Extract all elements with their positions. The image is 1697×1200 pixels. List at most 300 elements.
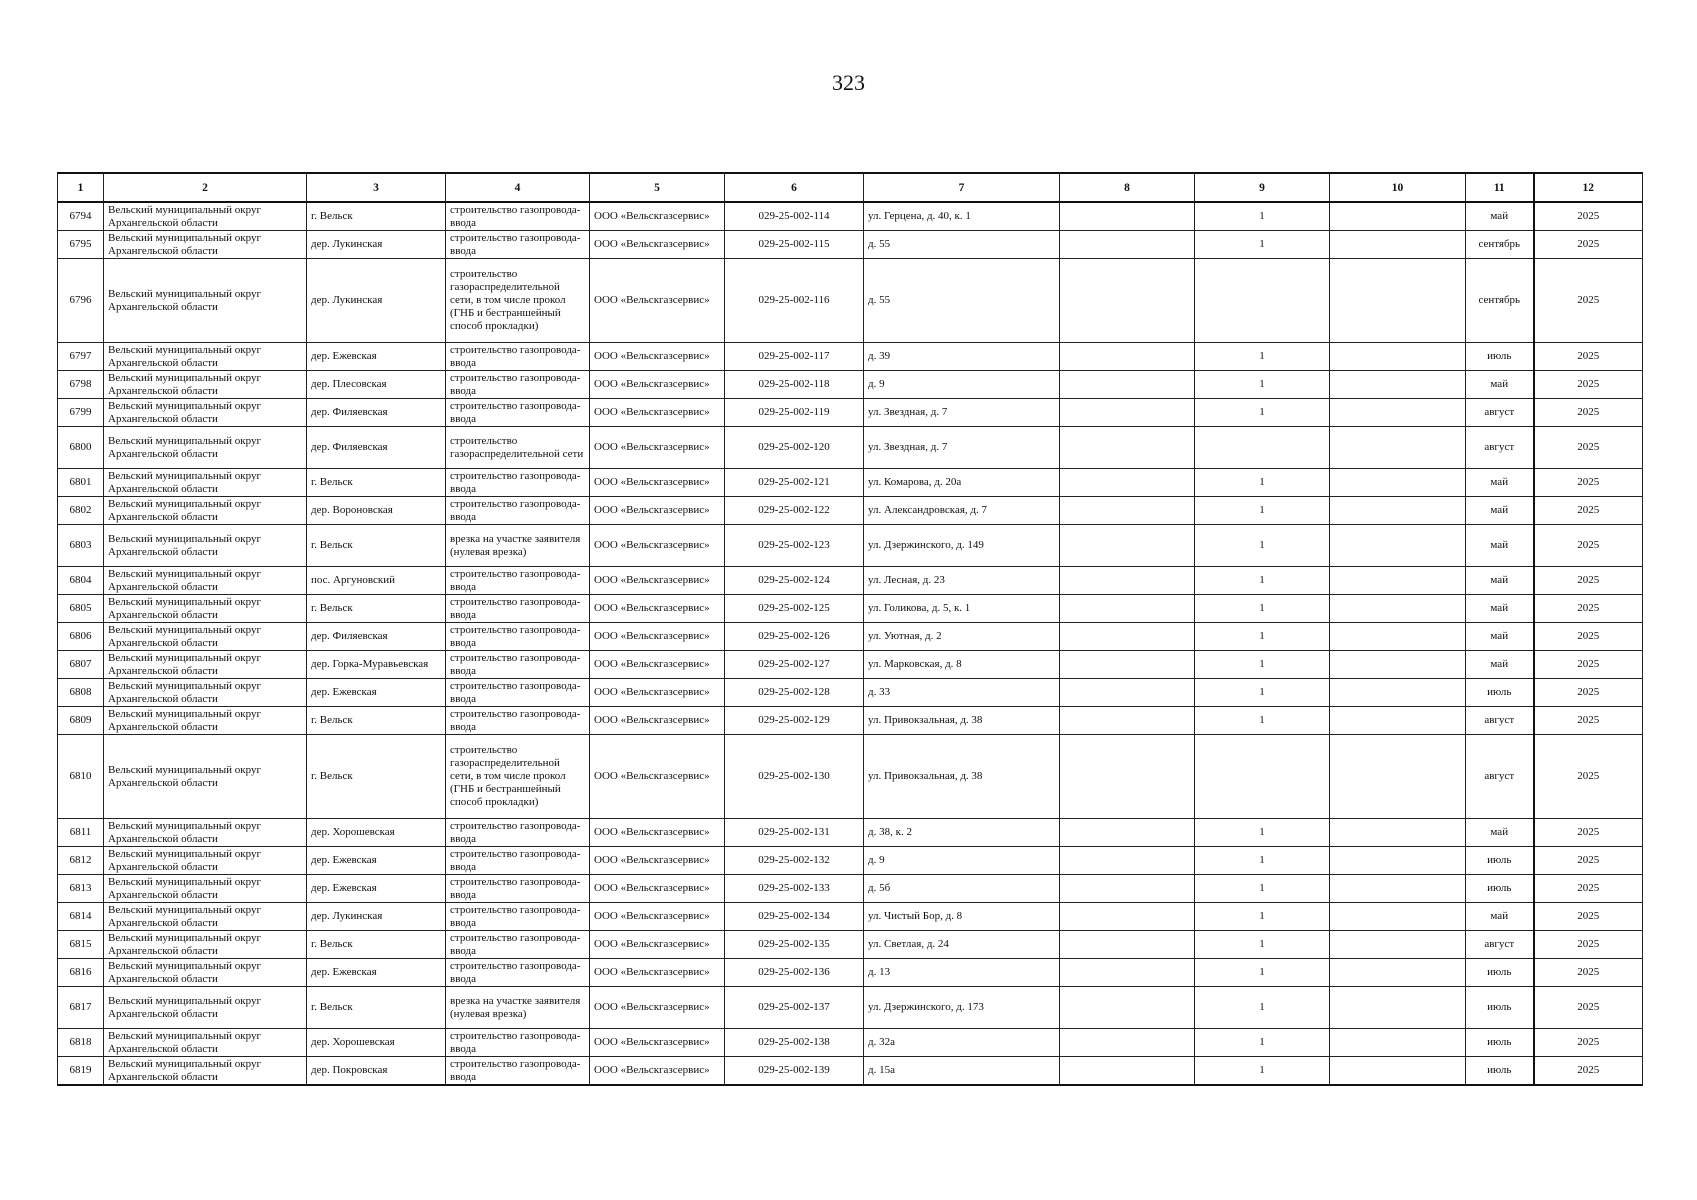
cell-district: Вельский муниципальный округ Архангельской области [104, 959, 307, 987]
cell-organization: ООО «Вельскгазсервис» [590, 875, 725, 903]
table-row [58, 371, 1643, 399]
cell-work-type: врезка на участке заявителя (нулевая врезка) [446, 987, 590, 1029]
cell-organization: ООО «Вельскгазсервис» [590, 595, 725, 623]
cell-col-10 [1330, 202, 1466, 231]
cell-year: 2025 [1534, 679, 1643, 707]
cell-settlement: дер. Плесовская [307, 371, 446, 399]
cell-year: 2025 [1534, 497, 1643, 525]
cell-col-10 [1330, 735, 1466, 819]
table-row [58, 679, 1643, 707]
cell-col-10 [1330, 399, 1466, 427]
cell-settlement: дер. Горка-Муравьевская [307, 651, 446, 679]
cell-col-8 [1060, 1029, 1195, 1057]
header-row [58, 173, 1643, 202]
cell-address: ул. Марковская, д. 8 [864, 651, 1060, 679]
cell-organization: ООО «Вельскгазсервис» [590, 371, 725, 399]
cell-col-9: 1 [1195, 525, 1330, 567]
col-header-11: 11 [1466, 173, 1534, 202]
cell-col-9: 1 [1195, 399, 1330, 427]
cell-col-9: 1 [1195, 819, 1330, 847]
cell-number: 6800 [58, 427, 104, 469]
table-row [58, 959, 1643, 987]
cell-col-8 [1060, 651, 1195, 679]
cell-address: д. 55 [864, 259, 1060, 343]
table-row [58, 735, 1643, 819]
cell-code: 029-25-002-115 [725, 231, 864, 259]
col-header-4: 4 [446, 173, 590, 202]
cell-year: 2025 [1534, 847, 1643, 875]
cell-code: 029-25-002-132 [725, 847, 864, 875]
cell-month: сентябрь [1466, 259, 1534, 343]
cell-year: 2025 [1534, 819, 1643, 847]
cell-number: 6802 [58, 497, 104, 525]
cell-organization: ООО «Вельскгазсервис» [590, 1057, 725, 1086]
cell-code: 029-25-002-136 [725, 959, 864, 987]
cell-work-type: строительство газопровода-ввода [446, 707, 590, 735]
cell-month: май [1466, 497, 1534, 525]
cell-number: 6813 [58, 875, 104, 903]
table-row [58, 1029, 1643, 1057]
table-row [58, 707, 1643, 735]
col-header-10: 10 [1330, 173, 1466, 202]
cell-work-type: строительство газопровода-ввода [446, 1029, 590, 1057]
cell-col-9: 1 [1195, 903, 1330, 931]
cell-code: 029-25-002-131 [725, 819, 864, 847]
cell-work-type: строительство газопровода-ввода [446, 931, 590, 959]
cell-settlement: дер. Покровская [307, 1057, 446, 1086]
table-row [58, 202, 1643, 231]
cell-year: 2025 [1534, 959, 1643, 987]
cell-month: июль [1466, 1057, 1534, 1086]
cell-col-9: 1 [1195, 371, 1330, 399]
cell-col-10 [1330, 679, 1466, 707]
cell-year: 2025 [1534, 343, 1643, 371]
cell-work-type: строительство газопровода-ввода [446, 651, 590, 679]
cell-month: август [1466, 931, 1534, 959]
cell-address: д. 9 [864, 371, 1060, 399]
cell-year: 2025 [1534, 427, 1643, 469]
cell-settlement: дер. Лукинская [307, 231, 446, 259]
cell-work-type: строительство газораспределительной сети [446, 427, 590, 469]
cell-settlement: г. Вельск [307, 707, 446, 735]
cell-month: август [1466, 399, 1534, 427]
cell-col-9: 1 [1195, 707, 1330, 735]
cell-organization: ООО «Вельскгазсервис» [590, 427, 725, 469]
cell-number: 6817 [58, 987, 104, 1029]
cell-address: ул. Герцена, д. 40, к. 1 [864, 202, 1060, 231]
cell-number: 6812 [58, 847, 104, 875]
cell-month: июль [1466, 875, 1534, 903]
cell-district: Вельский муниципальный округ Архангельской области [104, 875, 307, 903]
cell-organization: ООО «Вельскгазсервис» [590, 1029, 725, 1057]
cell-col-8 [1060, 819, 1195, 847]
cell-organization: ООО «Вельскгазсервис» [590, 497, 725, 525]
cell-work-type: строительство газопровода-ввода [446, 202, 590, 231]
cell-organization: ООО «Вельскгазсервис» [590, 567, 725, 595]
cell-col-9: 1 [1195, 679, 1330, 707]
cell-address: ул. Привокзальная, д. 38 [864, 707, 1060, 735]
cell-work-type: строительство газопровода-ввода [446, 567, 590, 595]
cell-year: 2025 [1534, 1057, 1643, 1086]
cell-address: ул. Уютная, д. 2 [864, 623, 1060, 651]
cell-month: май [1466, 651, 1534, 679]
cell-col-9: 1 [1195, 875, 1330, 903]
cell-year: 2025 [1534, 231, 1643, 259]
cell-number: 6796 [58, 259, 104, 343]
cell-col-10 [1330, 1029, 1466, 1057]
cell-code: 029-25-002-137 [725, 987, 864, 1029]
cell-work-type: строительство газопровода-ввода [446, 371, 590, 399]
cell-district: Вельский муниципальный округ Архангельской области [104, 343, 307, 371]
cell-code: 029-25-002-122 [725, 497, 864, 525]
col-header-7: 7 [864, 173, 1060, 202]
cell-code: 029-25-002-135 [725, 931, 864, 959]
cell-year: 2025 [1534, 707, 1643, 735]
cell-district: Вельский муниципальный округ Архангельской области [104, 847, 307, 875]
cell-settlement: г. Вельск [307, 202, 446, 231]
cell-year: 2025 [1534, 903, 1643, 931]
cell-district: Вельский муниципальный округ Архангельской области [104, 903, 307, 931]
cell-col-8 [1060, 735, 1195, 819]
cell-code: 029-25-002-125 [725, 595, 864, 623]
cell-work-type: строительство газопровода-ввода [446, 231, 590, 259]
cell-col-8 [1060, 875, 1195, 903]
cell-address: д. 39 [864, 343, 1060, 371]
cell-month: май [1466, 525, 1534, 567]
cell-month: август [1466, 735, 1534, 819]
cell-col-10 [1330, 595, 1466, 623]
cell-code: 029-25-002-121 [725, 469, 864, 497]
cell-organization: ООО «Вельскгазсервис» [590, 623, 725, 651]
cell-month: май [1466, 903, 1534, 931]
cell-col-10 [1330, 847, 1466, 875]
cell-month: июль [1466, 1029, 1534, 1057]
table-row [58, 231, 1643, 259]
cell-number: 6806 [58, 623, 104, 651]
cell-col-10 [1330, 707, 1466, 735]
cell-address: ул. Александровская, д. 7 [864, 497, 1060, 525]
cell-col-8 [1060, 343, 1195, 371]
cell-number: 6818 [58, 1029, 104, 1057]
cell-settlement: дер. Хорошевская [307, 819, 446, 847]
cell-year: 2025 [1534, 623, 1643, 651]
cell-year: 2025 [1534, 371, 1643, 399]
cell-organization: ООО «Вельскгазсервис» [590, 231, 725, 259]
table-row [58, 651, 1643, 679]
cell-col-10 [1330, 903, 1466, 931]
cell-year: 2025 [1534, 595, 1643, 623]
cell-code: 029-25-002-139 [725, 1057, 864, 1086]
cell-col-9: 1 [1195, 987, 1330, 1029]
cell-address: д. 32а [864, 1029, 1060, 1057]
cell-organization: ООО «Вельскгазсервис» [590, 847, 725, 875]
table-row [58, 903, 1643, 931]
table-row [58, 525, 1643, 567]
cell-col-10 [1330, 497, 1466, 525]
registry-table [57, 172, 1643, 1086]
cell-col-9: 1 [1195, 623, 1330, 651]
cell-settlement: дер. Филяевская [307, 399, 446, 427]
cell-year: 2025 [1534, 735, 1643, 819]
cell-address: д. 13 [864, 959, 1060, 987]
cell-code: 029-25-002-117 [725, 343, 864, 371]
cell-settlement: дер. Ежевская [307, 343, 446, 371]
cell-work-type: строительство газопровода-ввода [446, 679, 590, 707]
cell-code: 029-25-002-138 [725, 1029, 864, 1057]
cell-address: ул. Привокзальная, д. 38 [864, 735, 1060, 819]
cell-col-9: 1 [1195, 595, 1330, 623]
cell-work-type: строительство газопровода-ввода [446, 819, 590, 847]
cell-year: 2025 [1534, 399, 1643, 427]
cell-col-10 [1330, 819, 1466, 847]
cell-col-10 [1330, 427, 1466, 469]
cell-address: ул. Звездная, д. 7 [864, 427, 1060, 469]
cell-month: август [1466, 707, 1534, 735]
cell-settlement: дер. Филяевская [307, 623, 446, 651]
table-row [58, 427, 1643, 469]
table-row [58, 469, 1643, 497]
cell-work-type: строительство газопровода-ввода [446, 469, 590, 497]
cell-number: 6809 [58, 707, 104, 735]
cell-col-9: 1 [1195, 231, 1330, 259]
cell-col-8 [1060, 903, 1195, 931]
cell-col-8 [1060, 707, 1195, 735]
col-header-5: 5 [590, 173, 725, 202]
cell-settlement: г. Вельск [307, 469, 446, 497]
cell-code: 029-25-002-120 [725, 427, 864, 469]
cell-organization: ООО «Вельскгазсервис» [590, 399, 725, 427]
cell-col-8 [1060, 497, 1195, 525]
cell-month: июль [1466, 343, 1534, 371]
cell-settlement: дер. Филяевская [307, 427, 446, 469]
cell-col-9: 1 [1195, 1057, 1330, 1086]
cell-settlement: дер. Ежевская [307, 875, 446, 903]
cell-number: 6807 [58, 651, 104, 679]
cell-organization: ООО «Вельскгазсервис» [590, 651, 725, 679]
cell-settlement: дер. Хорошевская [307, 1029, 446, 1057]
table-row [58, 343, 1643, 371]
cell-col-9: 1 [1195, 497, 1330, 525]
cell-work-type: строительство газопровода-ввода [446, 903, 590, 931]
cell-year: 2025 [1534, 931, 1643, 959]
cell-organization: ООО «Вельскгазсервис» [590, 931, 725, 959]
table-row [58, 399, 1643, 427]
cell-code: 029-25-002-126 [725, 623, 864, 651]
cell-work-type: строительство газопровода-ввода [446, 959, 590, 987]
cell-col-8 [1060, 469, 1195, 497]
cell-col-10 [1330, 343, 1466, 371]
cell-number: 6794 [58, 202, 104, 231]
cell-col-10 [1330, 1057, 1466, 1086]
cell-col-10 [1330, 651, 1466, 679]
cell-district: Вельский муниципальный округ Архангельской области [104, 427, 307, 469]
cell-address: ул. Комарова, д. 20а [864, 469, 1060, 497]
cell-address: ул. Дзержинского, д. 149 [864, 525, 1060, 567]
cell-work-type: строительство газопровода-ввода [446, 595, 590, 623]
cell-number: 6814 [58, 903, 104, 931]
cell-col-8 [1060, 259, 1195, 343]
cell-address: д. 5б [864, 875, 1060, 903]
col-header-9: 9 [1195, 173, 1330, 202]
cell-number: 6810 [58, 735, 104, 819]
table-row [58, 497, 1643, 525]
table-row [58, 987, 1643, 1029]
col-header-3: 3 [307, 173, 446, 202]
cell-month: май [1466, 202, 1534, 231]
cell-col-8 [1060, 231, 1195, 259]
cell-organization: ООО «Вельскгазсервис» [590, 987, 725, 1029]
cell-month: июль [1466, 959, 1534, 987]
cell-col-9: 1 [1195, 959, 1330, 987]
table-row [58, 623, 1643, 651]
cell-col-10 [1330, 623, 1466, 651]
cell-col-8 [1060, 959, 1195, 987]
cell-settlement: дер. Лукинская [307, 903, 446, 931]
table-row [58, 1057, 1643, 1086]
cell-district: Вельский муниципальный округ Архангельской области [104, 931, 307, 959]
cell-col-9: 1 [1195, 469, 1330, 497]
cell-district: Вельский муниципальный округ Архангельской области [104, 371, 307, 399]
cell-district: Вельский муниципальный округ Архангельской области [104, 525, 307, 567]
table-row [58, 595, 1643, 623]
cell-organization: ООО «Вельскгазсервис» [590, 819, 725, 847]
cell-organization: ООО «Вельскгазсервис» [590, 469, 725, 497]
cell-work-type: строительство газопровода-ввода [446, 399, 590, 427]
cell-settlement: пос. Аргуновский [307, 567, 446, 595]
cell-work-type: строительство газопровода-ввода [446, 623, 590, 651]
page-number: 323 [832, 70, 865, 95]
cell-organization: ООО «Вельскгазсервис» [590, 202, 725, 231]
cell-year: 2025 [1534, 567, 1643, 595]
cell-code: 029-25-002-124 [725, 567, 864, 595]
cell-district: Вельский муниципальный округ Архангельской области [104, 497, 307, 525]
cell-number: 6798 [58, 371, 104, 399]
cell-month: сентябрь [1466, 231, 1534, 259]
cell-col-9: 1 [1195, 1029, 1330, 1057]
cell-year: 2025 [1534, 651, 1643, 679]
cell-code: 029-25-002-133 [725, 875, 864, 903]
cell-col-8 [1060, 202, 1195, 231]
cell-col-8 [1060, 399, 1195, 427]
col-header-12: 12 [1534, 173, 1643, 202]
cell-district: Вельский муниципальный округ Архангельской области [104, 202, 307, 231]
cell-district: Вельский муниципальный округ Архангельской области [104, 469, 307, 497]
cell-address: д. 9 [864, 847, 1060, 875]
cell-address: ул. Голикова, д. 5, к. 1 [864, 595, 1060, 623]
cell-organization: ООО «Вельскгазсервис» [590, 679, 725, 707]
cell-district: Вельский муниципальный округ Архангельской области [104, 735, 307, 819]
cell-col-8 [1060, 987, 1195, 1029]
cell-settlement: дер. Ежевская [307, 847, 446, 875]
table-row [58, 259, 1643, 343]
cell-col-9: 1 [1195, 847, 1330, 875]
cell-organization: ООО «Вельскгазсервис» [590, 707, 725, 735]
cell-number: 6803 [58, 525, 104, 567]
table-row [58, 819, 1643, 847]
cell-month: май [1466, 567, 1534, 595]
cell-col-10 [1330, 567, 1466, 595]
cell-col-10 [1330, 525, 1466, 567]
cell-col-9 [1195, 427, 1330, 469]
cell-address: д. 15а [864, 1057, 1060, 1086]
cell-district: Вельский муниципальный округ Архангельской области [104, 231, 307, 259]
cell-number: 6811 [58, 819, 104, 847]
col-header-1: 1 [58, 173, 104, 202]
cell-work-type: строительство газопровода-ввода [446, 875, 590, 903]
cell-settlement: дер. Лукинская [307, 259, 446, 343]
cell-month: июль [1466, 847, 1534, 875]
cell-col-8 [1060, 525, 1195, 567]
cell-code: 029-25-002-114 [725, 202, 864, 231]
cell-work-type: врезка на участке заявителя (нулевая врезка) [446, 525, 590, 567]
cell-work-type: строительство газопровода-ввода [446, 497, 590, 525]
cell-col-10 [1330, 469, 1466, 497]
col-header-8: 8 [1060, 173, 1195, 202]
cell-col-8 [1060, 595, 1195, 623]
cell-code: 029-25-002-134 [725, 903, 864, 931]
cell-code: 029-25-002-130 [725, 735, 864, 819]
cell-month: май [1466, 623, 1534, 651]
cell-settlement: г. Вельск [307, 987, 446, 1029]
cell-address: ул. Светлая, д. 24 [864, 931, 1060, 959]
cell-col-8 [1060, 679, 1195, 707]
table-row [58, 931, 1643, 959]
cell-organization: ООО «Вельскгазсервис» [590, 259, 725, 343]
cell-settlement: г. Вельск [307, 931, 446, 959]
cell-work-type: строительство газораспределительной сети, в том числе прокол (ГНБ и бестраншейный способ прокладки) [446, 735, 590, 819]
table-row [58, 567, 1643, 595]
cell-col-9: 1 [1195, 202, 1330, 231]
cell-address: ул. Звездная, д. 7 [864, 399, 1060, 427]
cell-settlement: дер. Ежевская [307, 959, 446, 987]
cell-code: 029-25-002-127 [725, 651, 864, 679]
cell-district: Вельский муниципальный округ Архангельской области [104, 707, 307, 735]
cell-district: Вельский муниципальный округ Архангельской области [104, 1057, 307, 1086]
cell-settlement: дер. Вороновская [307, 497, 446, 525]
cell-code: 029-25-002-129 [725, 707, 864, 735]
cell-year: 2025 [1534, 987, 1643, 1029]
cell-code: 029-25-002-128 [725, 679, 864, 707]
cell-col-9: 1 [1195, 343, 1330, 371]
cell-number: 6797 [58, 343, 104, 371]
cell-year: 2025 [1534, 469, 1643, 497]
cell-number: 6815 [58, 931, 104, 959]
cell-month: май [1466, 595, 1534, 623]
cell-col-8 [1060, 1057, 1195, 1086]
cell-organization: ООО «Вельскгазсервис» [590, 903, 725, 931]
cell-district: Вельский муниципальный округ Архангельской области [104, 399, 307, 427]
cell-col-9 [1195, 259, 1330, 343]
cell-district: Вельский муниципальный округ Архангельской области [104, 651, 307, 679]
cell-address: д. 38, к. 2 [864, 819, 1060, 847]
cell-col-8 [1060, 427, 1195, 469]
cell-year: 2025 [1534, 525, 1643, 567]
cell-col-8 [1060, 371, 1195, 399]
cell-address: ул. Чистый Бор, д. 8 [864, 903, 1060, 931]
cell-month: июль [1466, 679, 1534, 707]
cell-organization: ООО «Вельскгазсервис» [590, 735, 725, 819]
table-row [58, 847, 1643, 875]
cell-number: 6805 [58, 595, 104, 623]
cell-district: Вельский муниципальный округ Архангельской области [104, 567, 307, 595]
cell-col-10 [1330, 231, 1466, 259]
cell-district: Вельский муниципальный округ Архангельской области [104, 819, 307, 847]
cell-month: июль [1466, 987, 1534, 1029]
cell-code: 029-25-002-123 [725, 525, 864, 567]
cell-organization: ООО «Вельскгазсервис» [590, 343, 725, 371]
cell-number: 6801 [58, 469, 104, 497]
cell-address: ул. Дзержинского, д. 173 [864, 987, 1060, 1029]
